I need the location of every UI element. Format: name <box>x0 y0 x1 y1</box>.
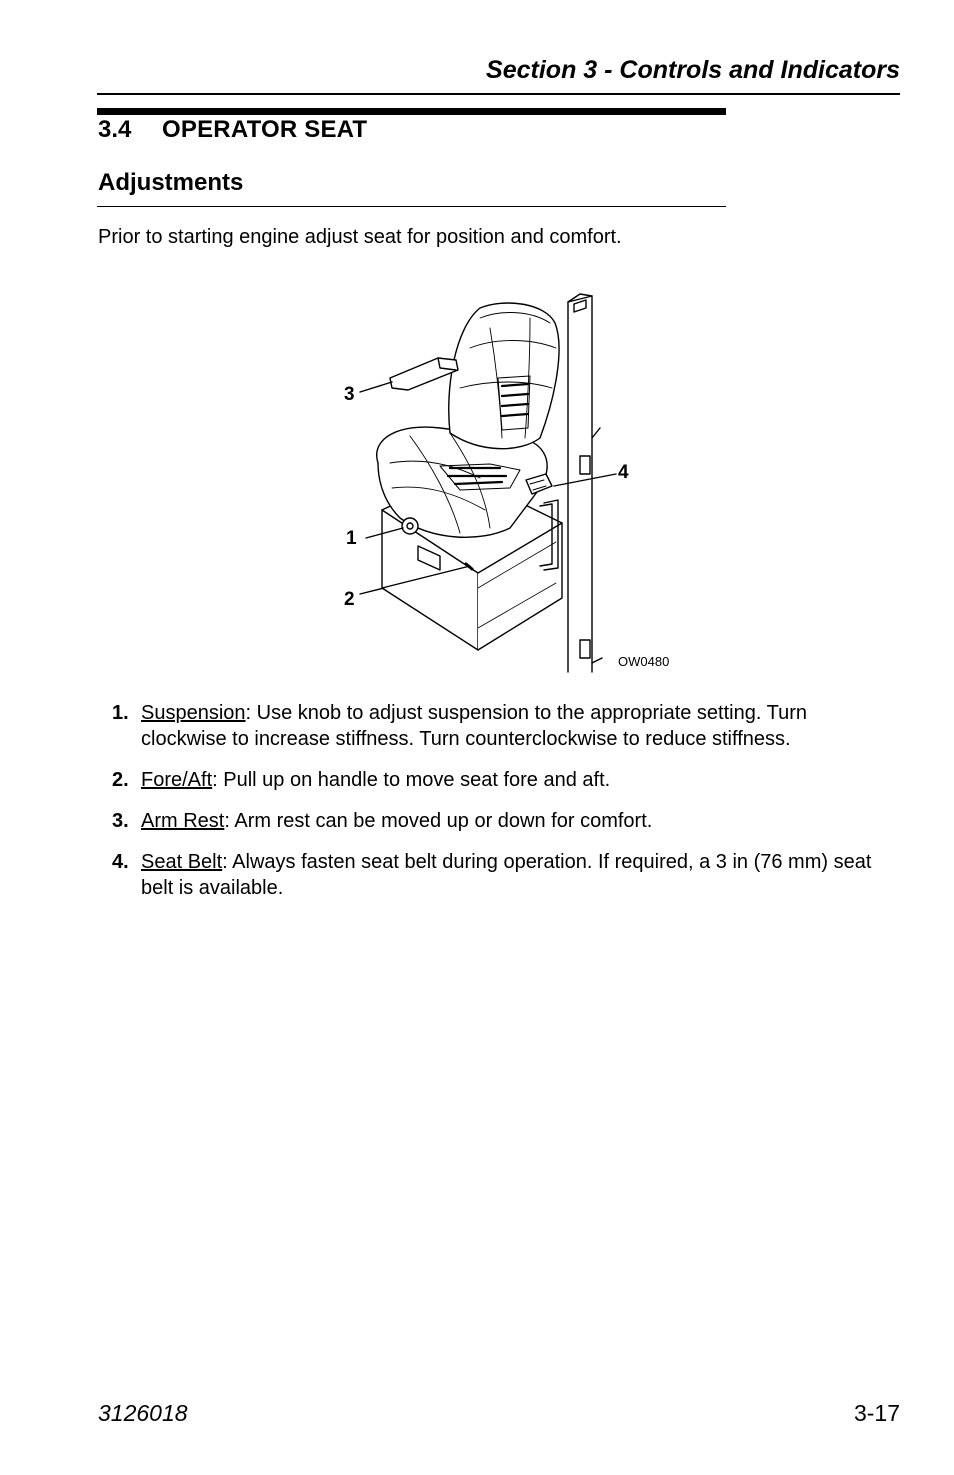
operator-seat-figure <box>330 288 690 678</box>
callout-1: 1 <box>346 528 357 549</box>
step-number: 1. <box>112 702 129 724</box>
step-text: : Pull up on handle to move seat fore and aft. <box>212 769 611 791</box>
intro-paragraph: Prior to starting engine adjust seat for position and comfort. <box>98 226 622 248</box>
footer-page-number: 3-17 <box>853 1400 900 1426</box>
list-item <box>98 767 898 793</box>
step-text: : Arm rest can be moved up or down for comfort. <box>224 810 653 832</box>
adjustment-steps-list <box>98 700 898 916</box>
step-term: Seat Belt <box>141 851 223 873</box>
step-term: Suspension <box>141 702 246 724</box>
footer-document-number: 3126018 <box>98 1400 188 1426</box>
list-item <box>98 700 898 752</box>
seat-illustration <box>330 288 690 678</box>
figure-code: OW0480 <box>618 654 670 669</box>
step-number: 3. <box>112 810 129 832</box>
step-number: 4. <box>112 851 129 873</box>
list-item <box>98 808 898 834</box>
callout-4: 4 <box>618 462 629 483</box>
subsection-rule <box>97 206 726 207</box>
step-text: : Use knob to adjust suspension to the appropriate setting. Turn clockwise to increase stiffness. Turn counterclockwise to reduce stiffness. <box>141 702 807 750</box>
step-number: 2. <box>112 769 129 791</box>
subsection-title: Adjustments <box>98 169 244 196</box>
section-number: 3.4 <box>98 116 132 143</box>
callout-2: 2 <box>344 589 355 610</box>
step-term: Arm Rest <box>141 810 225 832</box>
callout-3: 3 <box>344 384 355 405</box>
header-rule <box>97 93 900 95</box>
section-header-title: Section 3 - Controls and Indicators <box>486 56 900 84</box>
list-item <box>98 849 898 901</box>
step-term: Fore/Aft <box>141 769 213 791</box>
section-title: OPERATOR SEAT <box>162 116 368 143</box>
step-text: : Always fasten seat belt during operation. If required, a 3 in (76 mm) seat belt is available. <box>141 851 872 899</box>
section-bar <box>97 108 726 115</box>
